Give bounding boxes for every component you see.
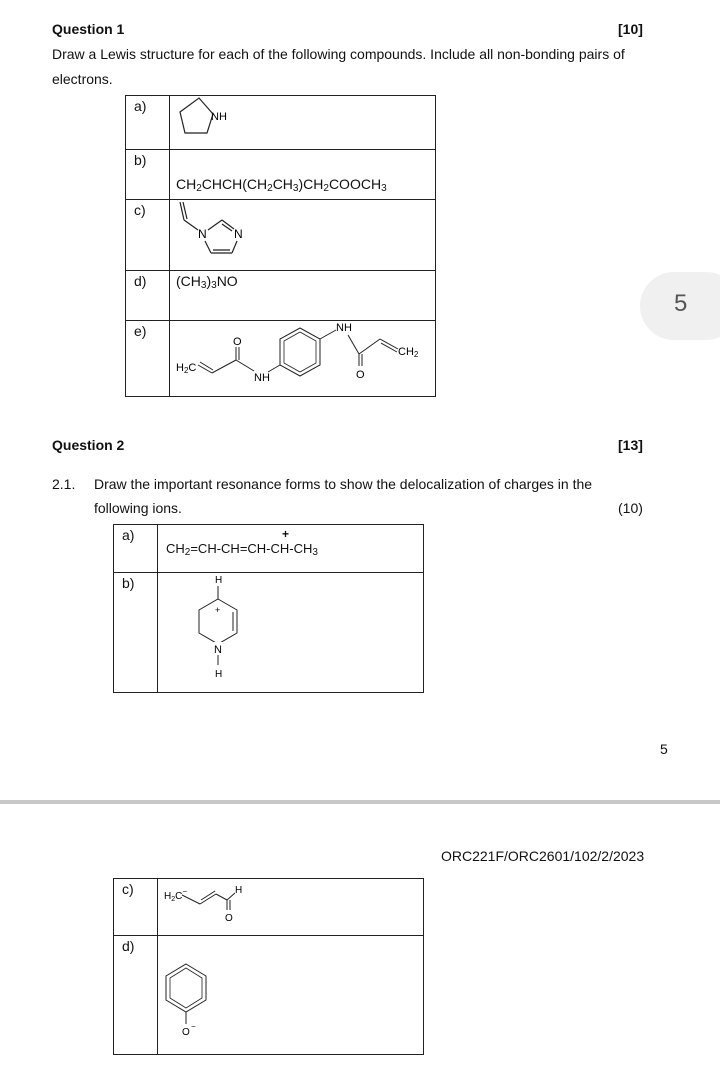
question-2-marks: [13]: [618, 437, 643, 453]
c-h2c-text: $H_2C^-$: [164, 887, 188, 903]
q2-row-a-label: a): [122, 527, 135, 543]
c-h-text: H: [235, 885, 243, 896]
row-b-label: b): [134, 152, 147, 168]
e-ch2-text: CH2: [398, 346, 419, 359]
q2-row-d-label: d): [122, 938, 135, 954]
subquestion-marks: (10): [618, 500, 643, 516]
imidazole-cell: [170, 200, 436, 271]
vinyl-imidazole-structure: [170, 200, 435, 267]
question-2-table-continued: [113, 878, 424, 1055]
d-o-minus-text: O: [182, 1027, 190, 1038]
q2-row-c-label: c): [122, 881, 134, 897]
cation-plus-a: +: [282, 527, 290, 541]
enolate-structure: [158, 879, 423, 932]
formula-d-cell: $(CH_3)_3NO$: [176, 273, 238, 291]
formula-b-cell: $CH_2CHCH(CH_2CH_3)CH_2COOCH_3$: [176, 176, 387, 194]
subquestion-text-cont: following ions.: [94, 500, 182, 516]
cation-b-cell: [158, 573, 424, 693]
e-nh1-text: NH: [254, 372, 270, 384]
question-1-table: [125, 95, 436, 397]
pyrrolidine-structure: [170, 96, 435, 146]
bisacrylamide-cell: [170, 321, 436, 397]
formula-q2a: $CH_2=CH-CH=CH-CH-CH_3$: [166, 541, 318, 558]
question-1-marks: [10]: [618, 21, 643, 37]
e-o1-text: O: [233, 336, 242, 348]
subquestion-number: 2.1.: [52, 476, 76, 492]
imidazole-n1-text: N: [198, 227, 207, 241]
page-badge: 5: [640, 272, 720, 340]
b-h-top: H: [215, 575, 223, 586]
question-1-instruction: Draw a Lewis structure for each of the following compounds. Include all non-bonding pairs of: [52, 46, 625, 62]
row-d-label: d): [134, 273, 147, 289]
cation-a-cell: [158, 525, 424, 573]
phenoxide-structure: [158, 936, 423, 1051]
row-e-label: e): [134, 323, 147, 339]
e-o2-text: O: [356, 369, 365, 381]
course-code: ORC221F/ORC2601/102/2/2023: [441, 848, 645, 864]
question-2-title: Question 2: [52, 437, 125, 453]
row-c-label: c): [134, 202, 146, 218]
row-a-label: a): [134, 98, 147, 114]
question-1-title: Question 1: [52, 21, 125, 37]
pyrrolidine-cell: [170, 96, 436, 150]
b-h-bottom: H: [215, 669, 223, 680]
e-h2c-text: H2C: [176, 362, 197, 375]
e-nh2-text: NH: [336, 322, 352, 334]
imidazole-n2-text: N: [234, 227, 243, 241]
question-1-instruction-cont: electrons.: [52, 71, 113, 87]
bisacrylamide-structure: [170, 321, 435, 393]
b-plus: +: [215, 605, 221, 615]
pyrrolidine-nh-text: NH: [211, 111, 227, 123]
page-number: 5: [660, 741, 668, 757]
question-2-table: [113, 524, 424, 693]
anion-d-cell: [158, 936, 424, 1055]
c-o-text: O: [225, 913, 233, 924]
d-minus-sign: −: [191, 1022, 196, 1031]
anion-c-cell: [158, 879, 424, 936]
dihydropyridinium-structure: [158, 573, 423, 689]
page-divider: [0, 800, 720, 804]
b-n: N: [214, 644, 222, 656]
subquestion-text: Draw the important resonance forms to show the delocalization of charges in the: [94, 476, 593, 492]
q2-row-b-label: b): [122, 575, 135, 591]
